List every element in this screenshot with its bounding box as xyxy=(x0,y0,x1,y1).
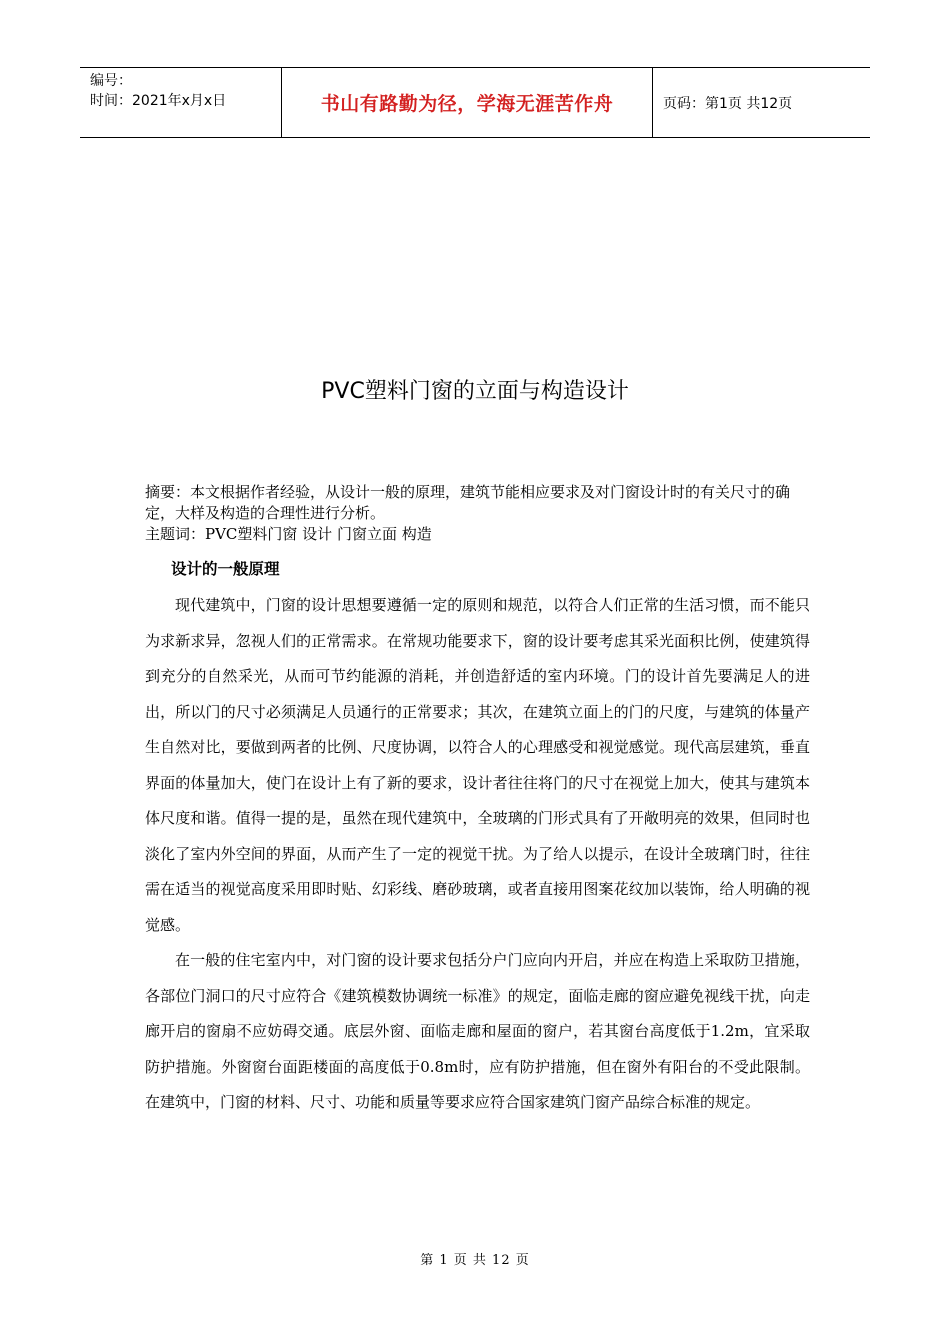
header-motto: 书山有路勤为径，学海无涯苦作舟 xyxy=(281,68,653,137)
document-date: 时间：2021年x月x日 xyxy=(90,93,227,109)
page-header xyxy=(80,67,870,138)
paragraph: 现代建筑中，门窗的设计思想要遵循一定的原则和规范，以符合人们正常的生活习惯，而不能只为求新求异，忽视人们的正常需求。在常规功能要求下，窗的设计要考虑其采光面积比例，使建筑得到充分的自然采光，从而可节约能源的消耗，并创造舒适的室内环境。门的设计首先要满足人的进出，所以门的尺寸必须满足人员通行的正常要求；其次，在建筑立面上的门的尺度，与建筑的体量产生自然对比，要做到两者的比例、尺度协调，以符合人的心理感受和视觉感觉。现代高层建筑，垂直界面的体量加大，使门在设计上有了新的要求，设计者往往将门的尺寸在视觉上加大，使其与建筑本体尺度和谐。值得一提的是，虽然在现代建筑中，全玻璃的门形式具有了开敞明亮的效果，但同时也淡化了室内外空间的界面，从而产生了一定的视觉干扰。为了给人以提示，在设计全玻璃门时，往往需在适当的视觉高度采用即时贴、幻彩线、磨砂玻璃，或者直接用图案花纹加以装饰，给人明确的视觉感。 xyxy=(145,596,810,934)
header-meta xyxy=(80,68,281,137)
page-footer: 第 1 页 共 12 页 xyxy=(420,1253,530,1268)
header-page-info: 页码：第1页 共12页 xyxy=(663,95,793,112)
paragraph: 在一般的住宅室内中，对门窗的设计要求包括分户门应向内开启，并应在构造上采取防卫措施，各部位门洞口的尺寸应符合《建筑模数协调统一标准》的规定，面临走廊的窗应避免视线干扰，向走廊开启的窗扇不应妨碍交通。底层外窗、面临走廊和屋面的窗户，若其窗台高度低于1.2m，宜采取防护措施。外窗窗台面距楼面的高度低于0.8m时，应有防护措施，但在窗外有阳台的不受此限制。在建筑中，门窗的材料、尺寸、功能和质量等要求应符合国家建筑门窗产品综合标准的规定。 xyxy=(145,951,810,1111)
body-text xyxy=(145,588,810,1121)
document-number-label: 编号： xyxy=(90,73,132,89)
section-heading: 设计的一般原理 xyxy=(171,560,280,578)
abstract-text: 摘要：本文根据作者经验，从设计一般的原理，建筑节能相应要求及对门窗设计时的有关尺寸的确定，大样及构造的合理性进行分析。 xyxy=(145,483,791,522)
keywords-text: 主题词：PVC塑料门窗 设计 门窗立面 构造 xyxy=(145,525,432,543)
document-title: PVC塑料门窗的立面与构造设计 xyxy=(321,379,629,404)
abstract-block xyxy=(145,482,810,545)
